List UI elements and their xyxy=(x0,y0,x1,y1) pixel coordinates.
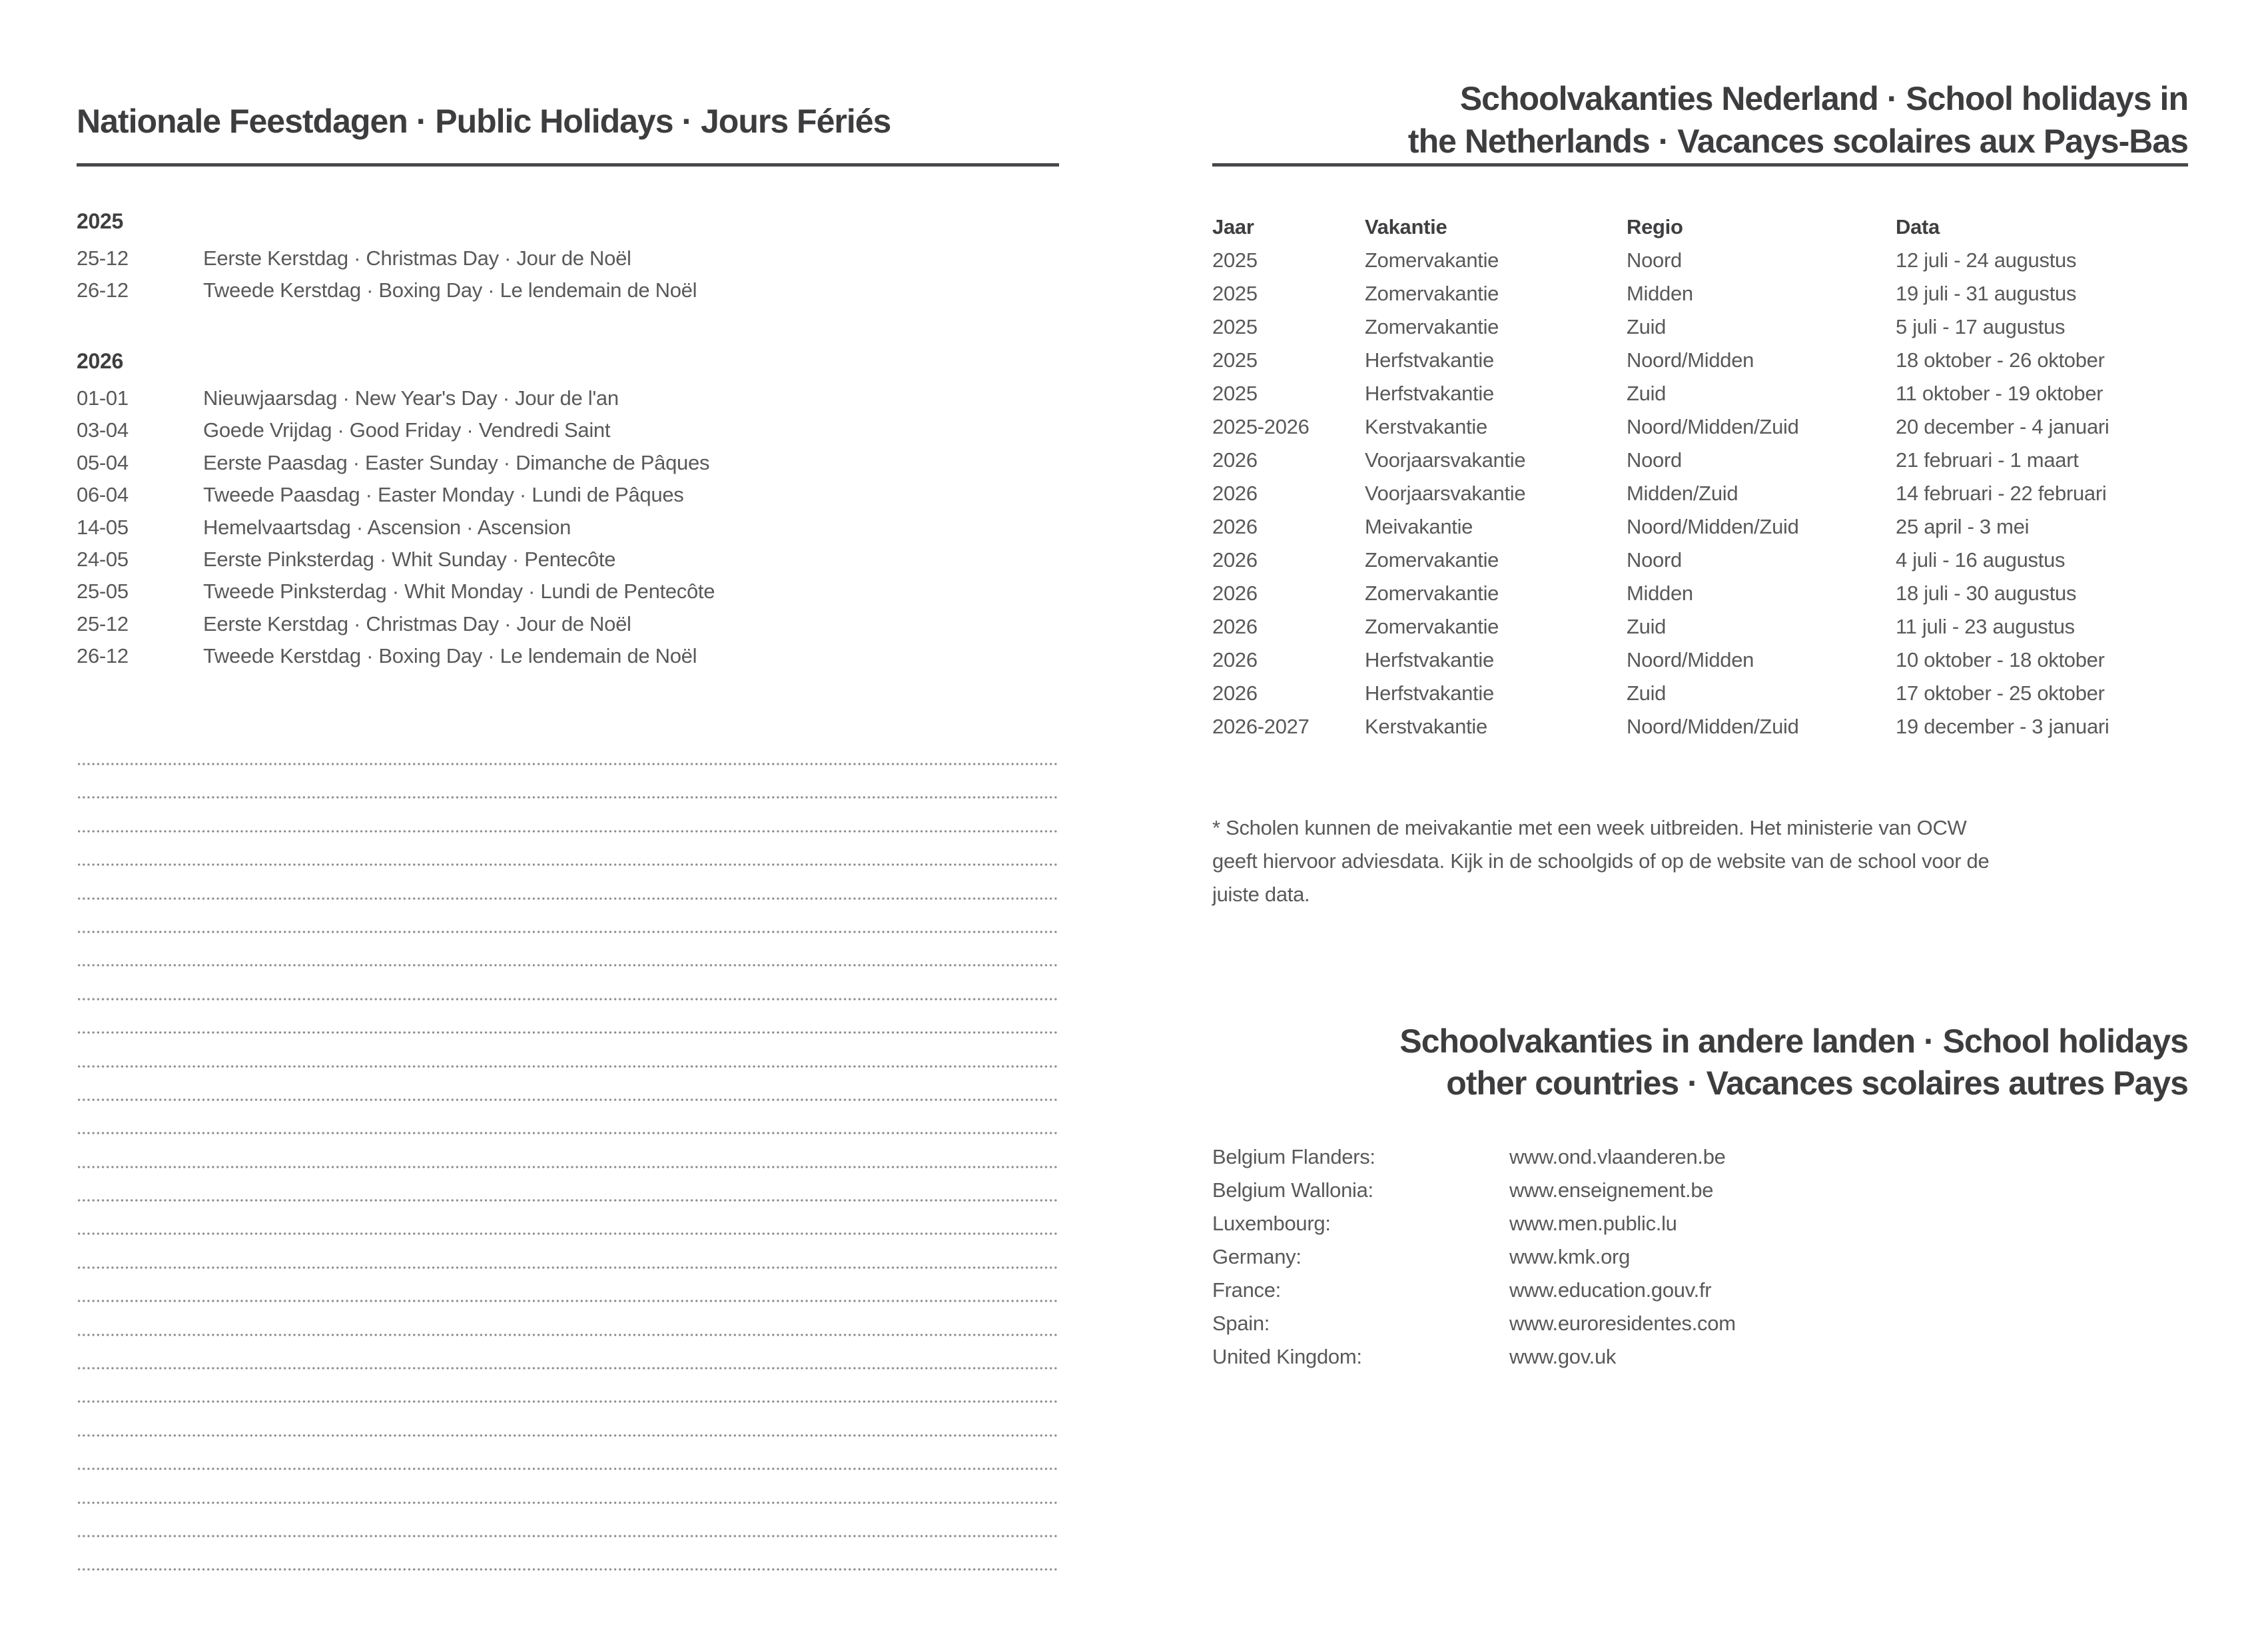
country-link-row xyxy=(1212,1140,2188,1174)
col-header-data: Data xyxy=(1896,215,1940,238)
table-row xyxy=(1212,710,2188,743)
cell-data: 18 oktober - 26 oktober xyxy=(1896,348,2105,372)
note-line xyxy=(77,1199,1059,1202)
holiday-date: 05-04 xyxy=(77,450,129,474)
note-line xyxy=(77,1300,1059,1302)
note-line xyxy=(77,863,1059,866)
col-header-regio: Regio xyxy=(1627,215,1683,238)
note-line xyxy=(77,796,1059,799)
table-row xyxy=(1212,377,2188,410)
table-row xyxy=(1212,277,2188,310)
divider-left xyxy=(77,163,1059,167)
cell-jaar: 2025 xyxy=(1212,382,1258,405)
country-label: United Kingdom: xyxy=(1212,1345,1362,1368)
country-link-row xyxy=(1212,1340,2188,1374)
holiday-row xyxy=(77,242,1059,274)
cell-vakantie: Herfstvakantie xyxy=(1365,648,1494,671)
holiday-list-2025 xyxy=(77,205,1059,307)
meivakantie-footnote xyxy=(1212,811,2211,911)
country-links-list xyxy=(1212,1140,2188,1374)
cell-data: 14 februari - 22 februari xyxy=(1896,482,2107,505)
country-link-row xyxy=(1212,1307,2188,1340)
holiday-row xyxy=(77,544,1059,576)
cell-regio: Noord/Midden/Zuid xyxy=(1627,515,1799,538)
note-line xyxy=(77,1568,1059,1571)
holiday-date: 26-12 xyxy=(77,644,129,668)
holiday-date: 25-12 xyxy=(77,612,129,635)
holiday-label: Eerste Kerstdag · Christmas Day · Jour de Noël xyxy=(203,612,631,635)
table-row xyxy=(1212,344,2188,377)
cell-jaar: 2026 xyxy=(1212,548,1258,572)
country-label: Luxembourg: xyxy=(1212,1212,1331,1235)
note-line xyxy=(77,1434,1059,1437)
cell-regio: Zuid xyxy=(1627,681,1667,705)
cell-data: 19 juli - 31 augustus xyxy=(1896,282,2077,305)
cell-vakantie: Kerstvakantie xyxy=(1365,715,1487,738)
table-row xyxy=(1212,244,2188,277)
table-row xyxy=(1212,544,2188,577)
table-row xyxy=(1212,477,2188,510)
cell-jaar: 2026 xyxy=(1212,448,1258,472)
public-holidays-title: Nationale Feestdagen · Public Holidays · Jours Fériés xyxy=(77,103,891,140)
footnote-line: juiste data. xyxy=(1212,883,1310,906)
divider-right xyxy=(1212,163,2188,167)
country-label: France: xyxy=(1212,1278,1281,1302)
note-line xyxy=(77,763,1059,765)
holiday-list-2026 xyxy=(77,345,1059,673)
holiday-row xyxy=(77,608,1059,640)
cell-jaar: 2026 xyxy=(1212,681,1258,705)
footnote-line: * Scholen kunnen de meivakantie met een week uitbreiden. Het ministerie van OCW xyxy=(1212,816,1967,839)
cell-regio: Noord/Midden xyxy=(1627,648,1754,671)
note-line xyxy=(77,1367,1059,1370)
country-url: www.euroresidentes.com xyxy=(1509,1312,1736,1335)
cell-regio: Zuid xyxy=(1627,315,1667,338)
table-header-row xyxy=(1212,210,2188,244)
holiday-date: 24-05 xyxy=(77,548,129,572)
title-line: the Netherlands · Vacances scolaires aux Pays-Bas xyxy=(1407,123,2188,160)
holiday-row xyxy=(77,274,1059,306)
note-line xyxy=(77,1535,1059,1537)
holiday-label: Hemelvaartsdag · Ascension · Ascension xyxy=(203,515,571,539)
holiday-date: 25-12 xyxy=(77,246,129,270)
cell-regio: Noord xyxy=(1627,248,1682,272)
year-label-2026: 2026 xyxy=(77,349,123,373)
cell-jaar: 2026 xyxy=(1212,648,1258,671)
title-line: other countries · Vacances scolaires autres Pays xyxy=(1446,1064,2188,1102)
cell-data: 4 juli - 16 augustus xyxy=(1896,548,2066,572)
note-line xyxy=(77,1098,1059,1101)
cell-data: 19 december - 3 januari xyxy=(1896,715,2109,738)
cell-vakantie: Voorjaarsvakantie xyxy=(1365,482,1526,505)
cell-regio: Zuid xyxy=(1627,382,1667,405)
note-line xyxy=(77,1031,1059,1034)
cell-data: 17 oktober - 25 oktober xyxy=(1896,681,2105,705)
table-row xyxy=(1212,610,2188,643)
table-row xyxy=(1212,444,2188,477)
country-url: www.education.gouv.fr xyxy=(1509,1278,1712,1302)
cell-vakantie: Herfstvakantie xyxy=(1365,681,1494,705)
cell-vakantie: Kerstvakantie xyxy=(1365,415,1487,438)
note-line xyxy=(77,1166,1059,1168)
note-line xyxy=(77,830,1059,833)
holiday-label: Tweede Paasdag · Easter Monday · Lundi de Pâques xyxy=(203,483,684,507)
country-label: Belgium Wallonia: xyxy=(1212,1178,1373,1202)
holiday-date: 01-01 xyxy=(77,386,129,410)
cell-vakantie: Meivakantie xyxy=(1365,515,1473,538)
cell-regio: Midden xyxy=(1627,282,1693,305)
col-header-jaar: Jaar xyxy=(1212,215,1254,238)
note-line xyxy=(77,1065,1059,1068)
cell-data: 21 februari - 1 maart xyxy=(1896,448,2079,472)
school-holidays-other-title xyxy=(1122,1021,2188,1104)
cell-data: 12 juli - 24 augustus xyxy=(1896,248,2077,272)
note-line xyxy=(77,931,1059,933)
holiday-date: 26-12 xyxy=(77,278,129,302)
country-label: Spain: xyxy=(1212,1312,1270,1335)
cell-vakantie: Zomervakantie xyxy=(1365,548,1499,572)
cell-regio: Zuid xyxy=(1627,615,1667,638)
cell-vakantie: Zomervakantie xyxy=(1365,582,1499,605)
holiday-row xyxy=(77,512,1059,544)
cell-jaar: 2026 xyxy=(1212,582,1258,605)
cell-regio: Midden/Zuid xyxy=(1627,482,1738,505)
cell-data: 10 oktober - 18 oktober xyxy=(1896,648,2105,671)
holiday-label: Goede Vrijdag · Good Friday · Vendredi Saint xyxy=(203,418,611,442)
note-line xyxy=(77,1334,1059,1336)
cell-regio: Noord/Midden/Zuid xyxy=(1627,715,1799,738)
holiday-label: Eerste Paasdag · Easter Sunday · Dimanche de Pâques xyxy=(203,450,710,474)
note-line xyxy=(77,1501,1059,1504)
holiday-date: 06-04 xyxy=(77,483,129,507)
holiday-label: Eerste Pinksterdag · Whit Sunday · Pentecôte xyxy=(203,548,616,572)
holiday-date: 03-04 xyxy=(77,418,129,442)
cell-jaar: 2025-2026 xyxy=(1212,415,1310,438)
table-row xyxy=(1212,410,2188,444)
cell-jaar: 2026 xyxy=(1212,515,1258,538)
cell-regio: Noord/Midden xyxy=(1627,348,1754,372)
country-url: www.ond.vlaanderen.be xyxy=(1509,1145,1726,1168)
cell-jaar: 2025 xyxy=(1212,348,1258,372)
holiday-row xyxy=(77,576,1059,608)
cell-jaar: 2025 xyxy=(1212,248,1258,272)
country-link-row xyxy=(1212,1240,2188,1274)
cell-data: 11 juli - 23 augustus xyxy=(1896,615,2075,638)
cell-regio: Midden xyxy=(1627,582,1693,605)
cell-data: 18 juli - 30 augustus xyxy=(1896,582,2077,605)
school-holidays-nl-title xyxy=(1212,77,2188,163)
note-line xyxy=(77,964,1059,967)
country-link-row xyxy=(1212,1274,2188,1307)
holiday-row xyxy=(77,640,1059,672)
country-link-row xyxy=(1212,1174,2188,1207)
cell-vakantie: Herfstvakantie xyxy=(1365,348,1494,372)
note-lines-area xyxy=(77,763,1059,1602)
cell-vakantie: Zomervakantie xyxy=(1365,315,1499,338)
holiday-row xyxy=(77,414,1059,446)
holiday-date: 25-05 xyxy=(77,580,129,604)
note-line xyxy=(77,1467,1059,1470)
holiday-row xyxy=(77,382,1059,414)
cell-vakantie: Zomervakantie xyxy=(1365,282,1499,305)
cell-vakantie: Herfstvakantie xyxy=(1365,382,1494,405)
holiday-row xyxy=(77,447,1059,479)
holiday-label: Tweede Pinksterdag · Whit Monday · Lundi de Pentecôte xyxy=(203,580,715,604)
title-line: Schoolvakanties Nederland · School holidays in xyxy=(1459,80,2188,117)
note-line xyxy=(77,1400,1059,1403)
cell-jaar: 2026 xyxy=(1212,615,1258,638)
table-row xyxy=(1212,577,2188,610)
col-header-vakantie: Vakantie xyxy=(1365,215,1447,238)
cell-vakantie: Voorjaarsvakantie xyxy=(1365,448,1526,472)
cell-data: 11 oktober - 19 oktober xyxy=(1896,382,2103,405)
country-url: www.men.public.lu xyxy=(1509,1212,1677,1235)
table-row xyxy=(1212,310,2188,344)
table-row xyxy=(1212,510,2188,544)
holiday-label: Nieuwjaarsdag · New Year's Day · Jour de l'an xyxy=(203,386,619,410)
note-line xyxy=(77,897,1059,900)
country-url: www.gov.uk xyxy=(1509,1345,1617,1368)
cell-regio: Noord xyxy=(1627,548,1682,572)
country-link-row xyxy=(1212,1207,2188,1240)
cell-vakantie: Zomervakantie xyxy=(1365,248,1499,272)
cell-jaar: 2025 xyxy=(1212,282,1258,305)
cell-jaar: 2025 xyxy=(1212,315,1258,338)
year-label-2025: 2025 xyxy=(77,209,123,233)
note-line xyxy=(77,1266,1059,1269)
cell-jaar: 2026-2027 xyxy=(1212,715,1310,738)
table-row xyxy=(1212,643,2188,677)
cell-regio: Noord xyxy=(1627,448,1682,472)
country-url: www.kmk.org xyxy=(1509,1245,1631,1268)
holiday-label: Tweede Kerstdag · Boxing Day · Le lendemain de Noël xyxy=(203,644,697,668)
holiday-label: Tweede Kerstdag · Boxing Day · Le lendemain de Noël xyxy=(203,278,697,302)
note-line xyxy=(77,1232,1059,1235)
cell-data: 25 april - 3 mei xyxy=(1896,515,2030,538)
cell-data: 5 juli - 17 augustus xyxy=(1896,315,2066,338)
country-label: Belgium Flanders: xyxy=(1212,1145,1375,1168)
country-label: Germany: xyxy=(1212,1245,1302,1268)
country-url: www.enseignement.be xyxy=(1509,1178,1714,1202)
cell-vakantie: Zomervakantie xyxy=(1365,615,1499,638)
table-row xyxy=(1212,677,2188,710)
holiday-row xyxy=(77,479,1059,511)
holiday-label: Eerste Kerstdag · Christmas Day · Jour de Noël xyxy=(203,246,631,270)
note-line xyxy=(77,998,1059,1001)
cell-jaar: 2026 xyxy=(1212,482,1258,505)
cell-regio: Noord/Midden/Zuid xyxy=(1627,415,1799,438)
title-line: Schoolvakanties in andere landen · School holidays xyxy=(1399,1023,2188,1060)
holiday-date: 14-05 xyxy=(77,515,129,539)
note-line xyxy=(77,1132,1059,1134)
cell-data: 20 december - 4 januari xyxy=(1896,415,2109,438)
school-holidays-table xyxy=(1212,210,2188,743)
footnote-line: geeft hiervoor adviesdata. Kijk in de schoolgids of op de website van de school voor de xyxy=(1212,849,1990,873)
